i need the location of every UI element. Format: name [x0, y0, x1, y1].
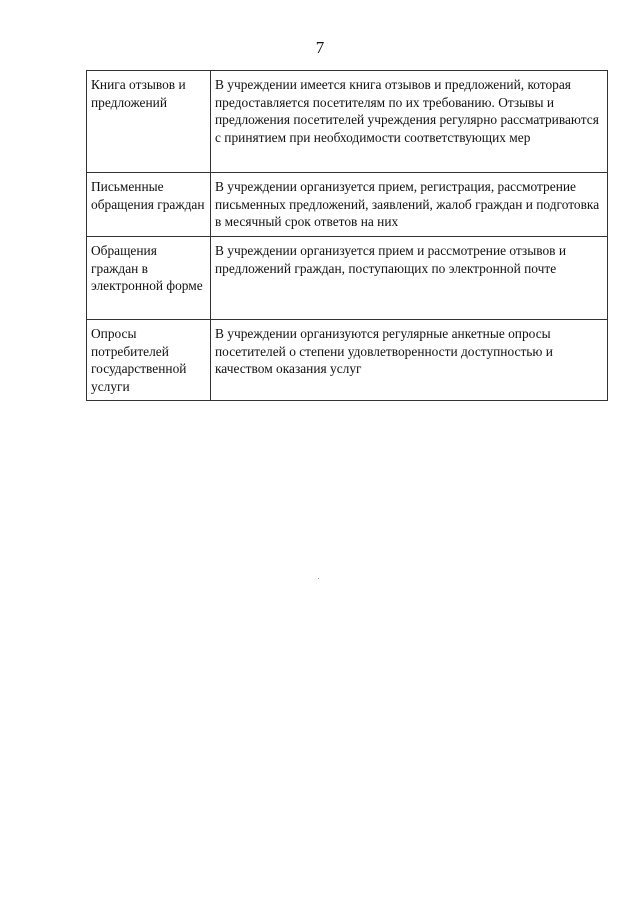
table-row [87, 237, 608, 320]
row-text-cell: В учреждении организуется прием и рассмотрение отзывов и предложений граждан, поступающих по электронной почте [211, 237, 608, 320]
row-label-cell: Письменные обращения граждан [87, 173, 211, 237]
scan-speck [318, 578, 319, 579]
page-number: 7 [315, 38, 325, 57]
table-row [87, 173, 608, 237]
row-label-cell: Книга отзывов и предложений [87, 71, 211, 173]
row-label-cell: Опросы потребителей государственной услуги [87, 320, 211, 401]
row-label-cell: Обращения граждан в электронной форме [87, 237, 211, 320]
feedback-methods-table [86, 70, 608, 401]
row-text-cell: В учреждении организуются регулярные анкетные опросы посетителей о степени удовлетворенности доступностью и качеством оказания услуг [211, 320, 608, 401]
table-row [87, 320, 608, 401]
row-text-cell: В учреждении организуется прием, регистрация, рассмотрение письменных предложений, заявлений, жалоб граждан и подготовка в месячный срок ответов на них [211, 173, 608, 237]
row-text-cell: В учреждении имеется книга отзывов и предложений, которая предоставляется посетителям по их требованию. Отзывы и предложения посетителей учреждения регулярно рассматриваются с принятием при необходимости соответствующих мер [211, 71, 608, 173]
table-row [87, 71, 608, 173]
